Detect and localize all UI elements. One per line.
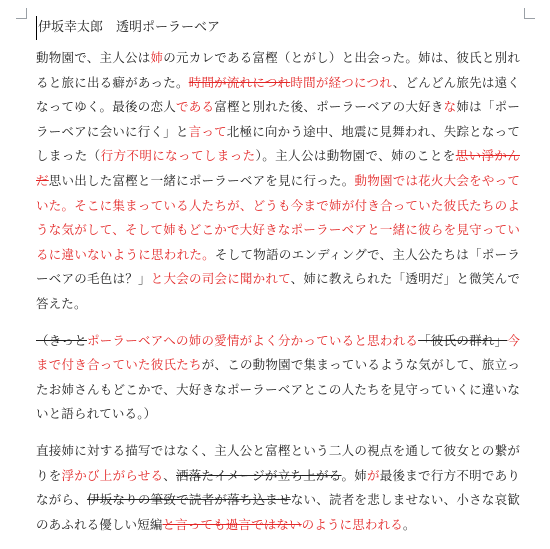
text-run: ）。主人公は動物園で、姉のことを <box>255 148 456 164</box>
text-run: 、 <box>163 467 176 483</box>
revised-text-run: が <box>367 467 380 483</box>
revised-text-run: 時間が経つにつれ <box>290 74 393 90</box>
revised-text-run: な <box>443 99 457 115</box>
paragraph-2 <box>36 329 520 427</box>
text-run: の元カレである富樫（とがし）と出会った。姉は、彼氏と別れると旅に出る癖があった。 <box>36 50 520 90</box>
deleted-text-run: （きっと <box>36 332 87 348</box>
document-body <box>36 46 520 537</box>
revised-text-run: 今まで付き合っていた彼氏たち <box>36 332 520 373</box>
text-run: が、この動物園で集まっているような気がして、旅立ったお姉さんもどこかで、大好きなポーラーベアとこの人たちを見守っていくに違いないと語られている。） <box>36 357 520 422</box>
revised-text-run: 行方不明になってしまった <box>100 148 256 164</box>
revised-text-run: 浮かび上がらせる <box>61 467 164 483</box>
deleted-text-run: 洒落たイメージが立ち上がる <box>176 467 342 483</box>
revised-text-run: 言って <box>188 123 227 139</box>
text-run: 思い出した富樫と一緒にポーラーベアを見に行った。 <box>48 172 355 188</box>
paragraph-3 <box>36 439 520 537</box>
deleted-text-run: 思い浮かんだ <box>36 148 520 188</box>
revised-text-run: のように思われる <box>301 516 403 532</box>
revised-text-run: と大会の司会に聞かれて <box>150 271 291 287</box>
document-title: 伊坂幸太郎 透明ポーラーベア <box>36 16 520 40</box>
page-corner-mark-top-left <box>16 8 27 19</box>
text-run: 直接姉に対する描写ではなく、主人公と富樫という二人の視点を通して彼女との繋がりを <box>36 442 520 483</box>
page-corner-mark-top-right <box>524 8 535 19</box>
document-page <box>36 16 520 549</box>
text-run: 、どんどん旅先は遠くなってゆく。最後の恋人 <box>36 74 520 115</box>
text-run: 最後まで行方不明でありながら、 <box>36 467 521 508</box>
revised-text-run: である <box>175 99 215 115</box>
text-run: 。 <box>402 516 416 532</box>
deleted-text-run: 伊坂なりの筆致で読者が落ち込ませ <box>86 492 291 508</box>
revised-text-run: 動物園では花火大会をやっていた。そこに集まっている人たちが、どうも今まで姉が付き合っていた彼氏たちのような気がして、そして姉もどこかで大好きなポーラーベアと一緒に彼らを見守っているに違いないように思われた。 <box>36 172 520 262</box>
revised-text-run: 姉 <box>150 50 164 65</box>
text-run: 富樫と別れた後、ポーラーベアの大好き <box>214 99 444 115</box>
text-run: 北極に向かう途中、地震に見舞われ、失踪となってしまった（ <box>36 123 520 164</box>
text-run: 。姉 <box>341 467 368 483</box>
deleted-text-run: と言っても過言ではない <box>162 516 302 532</box>
text-run: 、姉に教えられた「透明だ」と微笑んで答えた。 <box>36 271 520 311</box>
text-run: ない、読者を悲しませない、小さな哀歓のあふれる優しい短編 <box>36 492 521 532</box>
paragraph-1 <box>36 46 520 317</box>
deleted-text-run: 「彼氏の群れ」 <box>418 332 508 348</box>
deleted-text-run: 時間が流れにつれ <box>188 74 291 90</box>
text-run: 姉は「ポーラーベアに会いに行く」と <box>36 99 521 139</box>
text-run: そして物語のエンディングで、主人公たちは「ポーラーベアの毛色は？」 <box>36 246 520 287</box>
revised-text-run: ポーラーベアへの姉の愛情がよく分かっていると思われる <box>86 332 419 348</box>
text-run: 動物園で、主人公は <box>36 50 151 65</box>
